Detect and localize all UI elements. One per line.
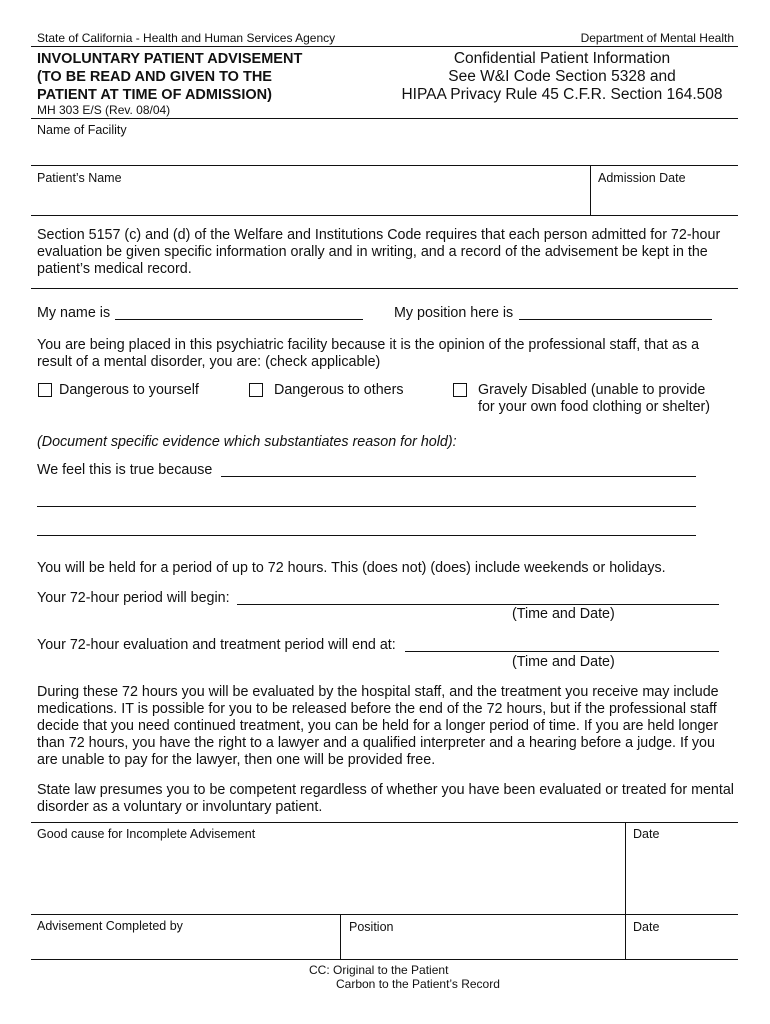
gravely-disabled-label-line2: for your own food clothing or shelter) [478, 399, 711, 415]
my-name-label: My name is [37, 305, 111, 321]
dangerous-to-self-checkbox[interactable] [38, 383, 52, 397]
position-divider [340, 914, 341, 959]
completed-date-input[interactable] [633, 936, 737, 956]
completed-by-input[interactable] [37, 936, 336, 956]
state-law-rule [31, 822, 738, 823]
facility-rule [31, 165, 738, 166]
agency-name: State of California - Health and Human Services Agency [37, 31, 336, 45]
state-law-text: State law presumes you to be competent regardless of whether you have been evaluated or treated for mental disorder as a voluntary or involuntary patient. [37, 782, 734, 815]
during-72-hours-text: During these 72 hours you will be evaluated by the hospital staff, and the treatment you receive may include medications. IT is possible for you to be released before the end of the 72 hours, but if the professional staff decide that you need continued treatment, you can be held for a longer period of time. If you are held longer than 72 hours, you have the right to a lawyer and a qualified interpreter and a hearing before a judge. If you are unable to pay for the lawyer, then one will be provided free. [37, 684, 719, 768]
patient-name-input[interactable] [37, 190, 581, 212]
cc-line1: CC: Original to the Patient [309, 963, 449, 977]
held-text: You will be held for a period of up to 72 hours. This (does not) (does) include weekends or holidays. [37, 560, 666, 576]
title-rule [31, 118, 738, 119]
dangerous-to-self-label: Dangerous to yourself [59, 382, 199, 398]
date-label-1: Date [633, 827, 660, 841]
position-input[interactable] [349, 936, 621, 956]
good-cause-label: Good cause for Incomplete Advisement [37, 827, 256, 841]
feel-true-label: We feel this is true because [37, 462, 213, 478]
admission-date-label: Admission Date [598, 171, 686, 185]
period-begin-label: Your 72-hour period will begin: [37, 590, 230, 606]
confidential-line1: Confidential Patient Information [453, 50, 671, 67]
my-position-input[interactable] [521, 302, 714, 320]
department-name: Department of Mental Health [580, 31, 734, 45]
evidence-note: (Document specific evidence which substantiates reason for hold): [37, 434, 457, 450]
gravely-disabled-label-line1: Gravely Disabled (unable to provide [478, 382, 706, 398]
intro-rule [31, 288, 738, 289]
section-5157-text: Section 5157 (c) and (d) of the Welfare and Institutions Code requires that each person admitted for 72-hour evaluation be given specific information orally and in writing, and a record of the advisement be kept in the patient’s medical record. [37, 227, 721, 277]
placed-text: You are being placed in this psychiatric facility because it is the opinion of the professional staff, that as a result of a mental disorder, you are: (check applicable) [37, 337, 700, 370]
position-label: Position [349, 920, 394, 934]
evidence-input-3[interactable] [39, 518, 698, 536]
admission-date-input[interactable] [598, 190, 737, 212]
my-position-label: My position here is [394, 305, 514, 321]
my-name-input[interactable] [117, 302, 365, 320]
period-end-label: Your 72-hour evaluation and treatment period will end at: [37, 637, 396, 653]
patient-name-label: Patient’s Name [37, 171, 122, 185]
period-begin-caption: (Time and Date) [512, 606, 615, 622]
facility-input[interactable] [37, 142, 731, 162]
patient-name-divider [590, 165, 591, 215]
patient-rule [31, 215, 738, 216]
evidence-input-1[interactable] [223, 459, 697, 477]
dangerous-to-others-label: Dangerous to others [274, 382, 404, 398]
completed-by-label: Advisement Completed by [37, 919, 183, 933]
period-end-input[interactable] [407, 634, 721, 652]
period-begin-input[interactable] [239, 587, 721, 605]
date-label-2: Date [633, 920, 660, 934]
period-end-caption: (Time and Date) [512, 654, 615, 670]
cc-line2: Carbon to the Patient’s Record [336, 977, 500, 991]
good-cause-rule [31, 914, 738, 915]
good-cause-date-input[interactable] [633, 848, 737, 868]
header-rule [31, 46, 738, 47]
form-title-line2: (TO BE READ AND GIVEN TO THE [37, 69, 272, 85]
date-divider [625, 822, 626, 959]
facility-label: Name of Facility [37, 123, 127, 137]
form-title-line1: INVOLUNTARY PATIENT ADVISEMENT [37, 51, 303, 67]
evidence-input-2[interactable] [39, 489, 698, 507]
dangerous-to-others-checkbox[interactable] [249, 383, 263, 397]
bottom-rule [31, 959, 738, 960]
form-number: MH 303 E/S (Rev. 08/04) [37, 103, 171, 117]
confidential-line2: See W&I Code Section 5328 and [448, 68, 676, 85]
gravely-disabled-checkbox[interactable] [453, 383, 467, 397]
form-title-line3: PATIENT AT TIME OF ADMISSION) [37, 87, 272, 103]
confidential-line3: HIPAA Privacy Rule 45 C.F.R. Section 164.508 [401, 86, 723, 103]
good-cause-input[interactable] [37, 846, 619, 910]
